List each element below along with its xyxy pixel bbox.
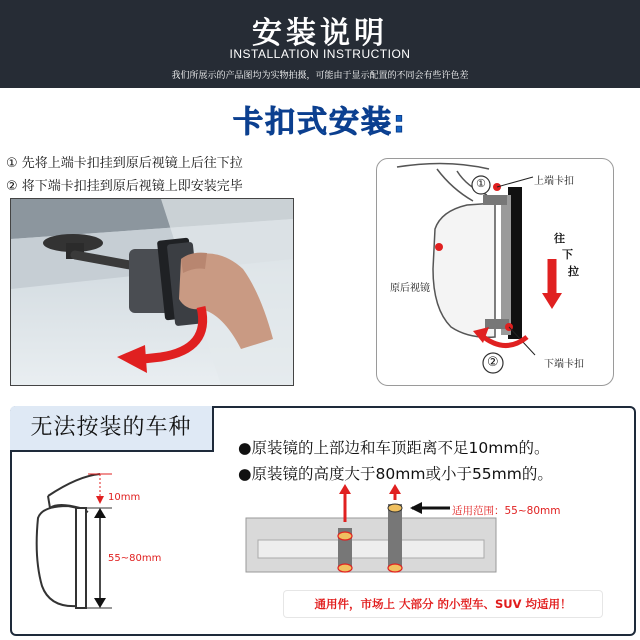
incompatible-section-title: 无法按装的车种: [10, 406, 214, 452]
original-mirror-label: 原后视镜: [390, 283, 430, 294]
mirror-profile-diagram: [28, 466, 228, 616]
product-back-diagram: [244, 484, 604, 584]
install-step-2: ② 将下端卡扣挂到原后视镜上即安装完毕: [6, 179, 243, 194]
condition-2: ●原装镜的高度大于80mm或小于55mm的。: [238, 465, 553, 483]
page-subtitle: INSTALLATION INSTRUCTION: [229, 47, 411, 61]
bottom-clip-label: 下端卡扣: [544, 359, 584, 370]
top-clip-label: 上端卡扣: [534, 176, 574, 187]
install-section-title: 卡扣式安装:: [233, 105, 407, 140]
dim-top-label: 10mm: [108, 492, 141, 503]
color-disclaimer: 我们所展示的产品图均为实物拍摄，可能由于显示配置的不同会有些许色差: [171, 71, 469, 81]
applicable-range-label: 适用范围：55~80mm: [452, 505, 561, 517]
pull-down-char-2: 下: [562, 248, 573, 261]
compatibility-banner: 通用件，市场上 大部分 的小型车、SUV 均适用！: [284, 591, 602, 617]
dim-height-label: 55~80mm: [108, 553, 162, 564]
condition-1: ●原装镜的上部边和车顶距离不足10mm的。: [238, 439, 550, 457]
pull-down-char-1: 往: [554, 232, 565, 245]
install-photo: [10, 198, 294, 386]
pull-down-char-3: 拉: [568, 265, 579, 278]
page-title: 安装说明: [252, 16, 388, 51]
install-step-1: ① 先将上端卡扣挂到原后视镜上后往下拉: [6, 156, 243, 171]
diagram-step-2-number: ②: [487, 355, 499, 370]
diagram-step-1-number: ①: [476, 177, 486, 190]
